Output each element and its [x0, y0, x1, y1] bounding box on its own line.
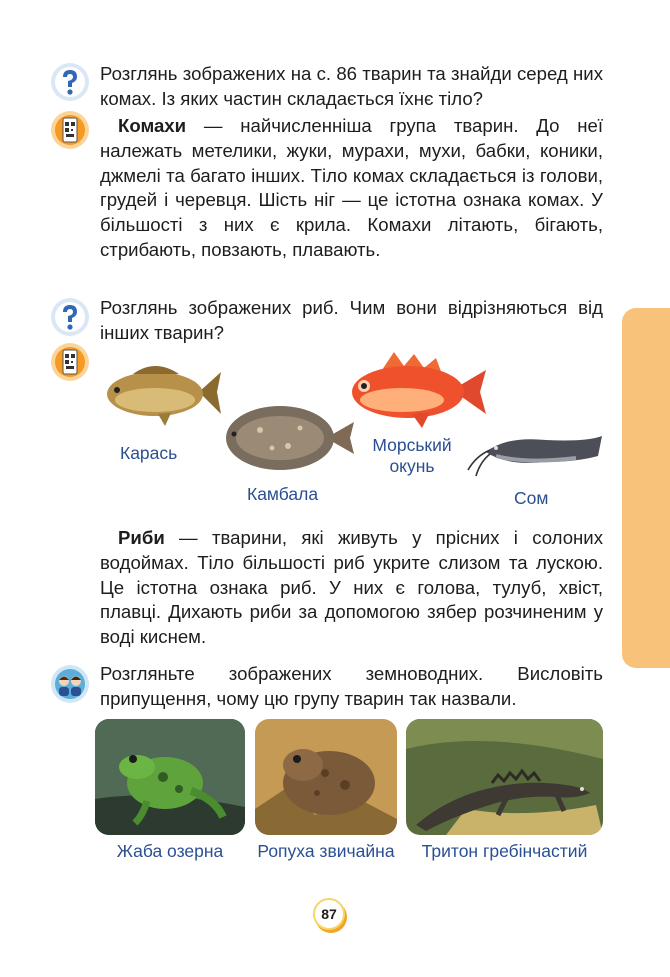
- caption-newt: Тритон гребінчастий: [421, 841, 588, 861]
- page-number: 87: [313, 898, 345, 930]
- toad-photo: [255, 719, 397, 835]
- qr-phone-icon: [50, 110, 90, 150]
- caption-frog: Жаба озерна: [116, 841, 224, 861]
- insects-paragraph: [100, 114, 603, 263]
- caption-karas: Карась: [120, 443, 178, 463]
- question-icon: [50, 297, 90, 337]
- caption-kambala: Камбала: [247, 484, 319, 504]
- question-2: Розглянь зображених риб. Чим вони відрізняються від інших тварин?: [100, 297, 603, 343]
- caption-okun: [366, 435, 458, 477]
- crucian-carp-image: [103, 356, 223, 428]
- pupils-icon: [50, 664, 90, 704]
- newt-photo: [406, 719, 603, 835]
- caption-okun-line1: Морський: [372, 435, 452, 455]
- caption-okun-line2: окунь: [389, 456, 435, 476]
- fish-term: Риби: [118, 527, 165, 548]
- insects-term: Комахи: [118, 115, 187, 136]
- caption-toad: Ропуха звичайна: [257, 841, 395, 861]
- question-3: Розгляньте зображених земноводних. Висловіть припущення, чому цю групу тварин так назвали.: [100, 663, 603, 709]
- flounder-image: [222, 400, 356, 476]
- question-1: Розглянь зображених на с. 86 тварин та знайди серед них комах. Із яких частин складається їхнє тіло?: [100, 63, 603, 109]
- insects-text: — найчисленніша група тварин. До неї належать метелики, жуки, мурахи, мухи, бабки, коники, джмелі та багато інших. Тіло комах складається із голови, грудей і черевця. Шість ніг — це істотна ознака комах. У більшості з них є крила. Комахи літають, бігають, стрибають, повзають, плавають.: [100, 115, 603, 260]
- fish-text: — тварини, які живуть у прісних і солоних водоймах. Тіло більшості риб укрите слизом та лускою. Це істотна ознака риб. У них є голова, тулуб, хвіст, плавці. Дихають риби за допомогою зябер розчиненим у воді киснем.: [100, 527, 603, 648]
- redfish-image: [342, 348, 488, 430]
- fish-paragraph: [100, 526, 603, 650]
- caption-som: Сом: [514, 488, 549, 508]
- side-tab: [622, 308, 670, 668]
- qr-phone-icon: [50, 342, 90, 382]
- catfish-image: [466, 422, 606, 482]
- frog-photo: [95, 719, 245, 835]
- question-icon: [50, 62, 90, 102]
